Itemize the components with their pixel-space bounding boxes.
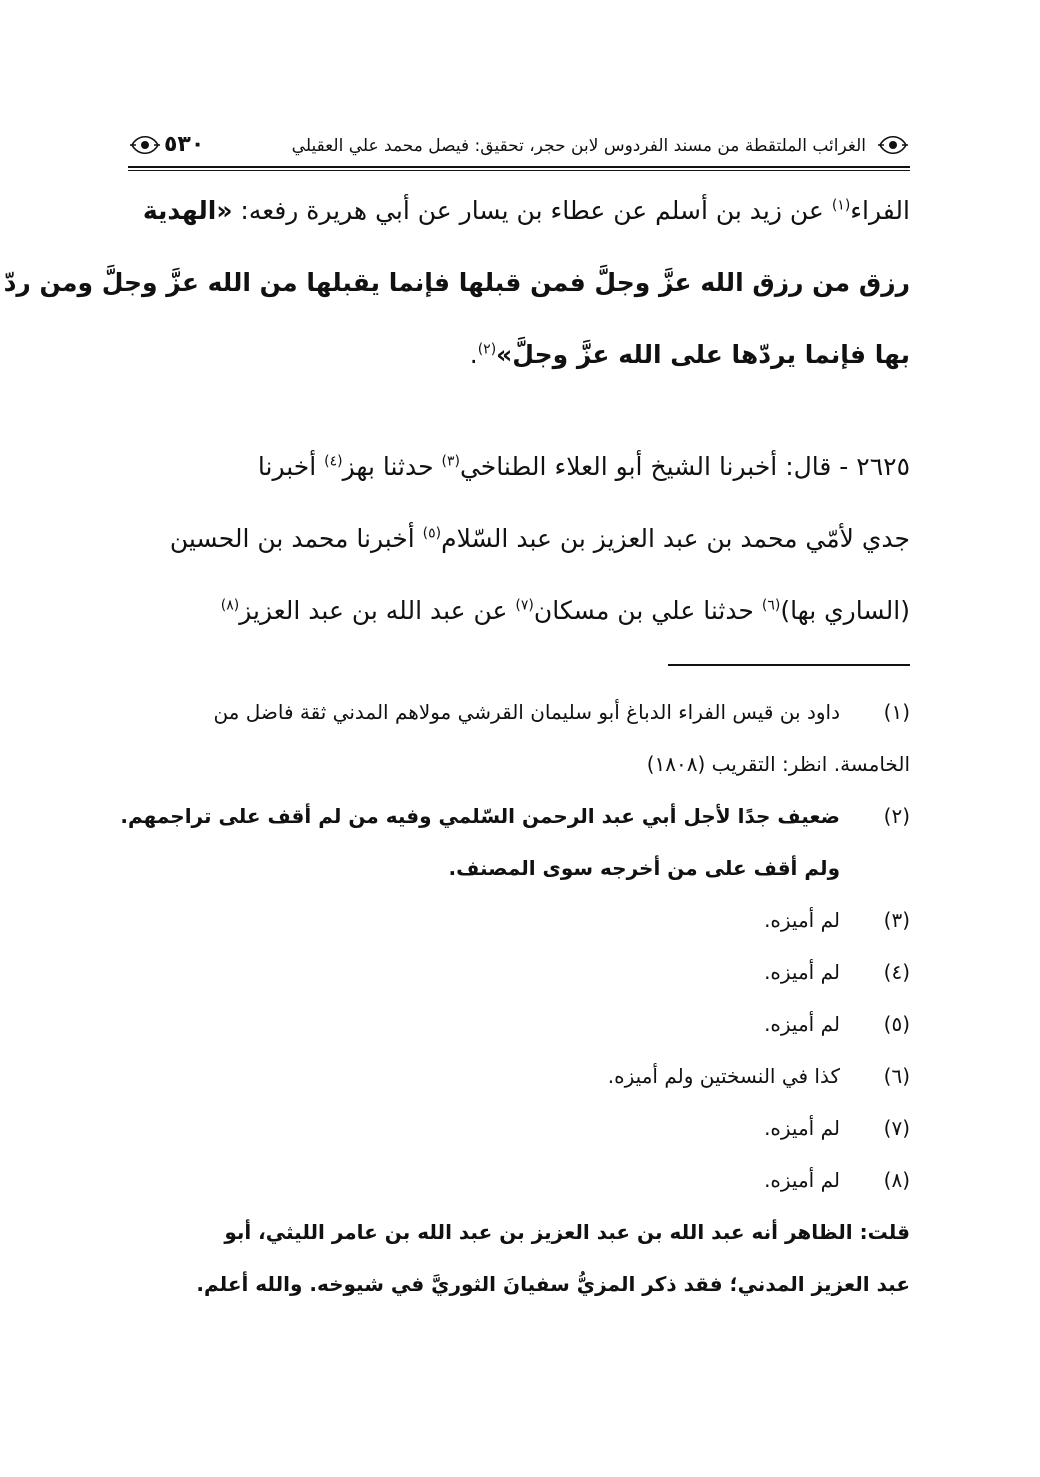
text-run-bold: بها فإنما يردّها على الله عزَّ وجلَّ»	[496, 340, 910, 369]
text-line	[128, 431, 910, 503]
footnote-item	[128, 894, 910, 946]
paragraph-isnad	[128, 431, 910, 647]
footnote-text: لم أميزه.	[764, 960, 840, 984]
footnote-ref: (٧)	[515, 597, 534, 614]
footnote-text: لم أميزه.	[764, 1116, 840, 1140]
footnote-number: (٢)	[883, 804, 910, 828]
footnote-text: لم أميزه.	[764, 1168, 840, 1192]
ornament-icon	[876, 130, 910, 160]
footnote-item	[128, 686, 910, 790]
text-run: حدثنا علي بن مسكان	[533, 596, 762, 625]
footnote-ref: (٦)	[761, 597, 781, 614]
text-run: أخبرنا محمد بن الحسين	[169, 524, 423, 553]
footnote-text: لم أميزه.	[764, 908, 840, 932]
paragraph-hadith	[3, 175, 910, 391]
text-run: ٢٦٢٥ - قال: أخبرنا الشيخ أبو العلاء الطناخي	[459, 452, 910, 481]
footnote-ref: (٢)	[477, 341, 497, 358]
text-run: حدثنا بهز	[342, 452, 442, 481]
footnote-number: (٨)	[883, 1168, 910, 1192]
editor-note	[128, 1206, 910, 1310]
footnote-ref: (٤)	[324, 453, 343, 470]
footnotes	[120, 686, 910, 1310]
footnote-text: داود بن قيس الفراء الدباغ أبو سليمان القرشي مولاهم المدني ثقة فاضل من	[213, 700, 840, 724]
text-line	[128, 319, 910, 391]
ornament-icon	[128, 130, 162, 160]
footnote-ref: (١)	[831, 197, 851, 214]
text-run: أخبرنا	[257, 452, 325, 481]
text-line	[128, 175, 910, 247]
footnote-item	[128, 946, 910, 998]
footnote-number: (١)	[883, 700, 910, 724]
footnote-item	[128, 1102, 910, 1154]
footnote-separator	[668, 664, 910, 666]
text-run: الفراء	[850, 196, 910, 225]
footnote-ref: (٨)	[220, 597, 240, 614]
header-rule	[128, 166, 910, 168]
footnote-item	[120, 790, 910, 894]
text-line	[128, 503, 910, 575]
editor-note-line: عبد العزيز المدني؛ فقد ذكر المزيُّ سفيانَ الثوريَّ في شيوخه. والله أعلم.	[196, 1272, 910, 1296]
footnote-item	[128, 1154, 910, 1206]
footnote-item	[128, 998, 910, 1050]
running-title: الغرائب الملتقطة من مسند الفردوس لابن حجر، تحقيق: فيصل محمد علي العقيلي	[291, 136, 866, 156]
footnote-text: الخامسة. انظر: التقريب (١٨٠٨)	[646, 752, 910, 776]
text-run: جدي لأمّي محمد بن عبد العزيز بن عبد السّلام	[441, 524, 910, 553]
text-run: (الساري بها)	[780, 596, 910, 625]
header-rule-thin	[128, 170, 910, 171]
footnote-number: (٣)	[883, 908, 910, 932]
footnote-item	[128, 1050, 910, 1102]
footnote-number: (٤)	[883, 960, 910, 984]
text-line	[128, 575, 910, 647]
footnote-number: (٦)	[883, 1064, 910, 1088]
text-run: عن عبد الله بن عبد العزيز	[239, 596, 516, 625]
text-line: رزق من رزق الله عزَّ وجلَّ فمن قبلها فإنما يقبلها من الله عزَّ وجلَّ ومن ردّ	[3, 268, 910, 297]
text-run: عن زيد بن أسلم عن عطاء بن يسار عن أبي هريرة رفعه:	[232, 196, 832, 225]
footnote-text: ضعيف جدًا لأجل أبي عبد الرحمن السّلمي وفيه من لم أقف على تراجمهم.	[120, 804, 840, 828]
editor-note-line: قلت: الظاهر أنه عبد الله بن عبد العزيز بن عبد الله بن عامر الليثي، أبو	[224, 1220, 910, 1244]
running-header	[128, 126, 910, 168]
footnote-text: كذا في النسختين ولم أميزه.	[607, 1064, 840, 1088]
footnote-ref: (٥)	[422, 525, 442, 542]
footnote-text: لم أميزه.	[764, 1012, 840, 1036]
page-number: ٥٣٠	[164, 132, 205, 157]
footnote-number: (٥)	[883, 1012, 910, 1036]
footnote-number: (٧)	[883, 1116, 910, 1140]
footnote-ref: (٣)	[441, 453, 460, 470]
footnote-text: ولم أقف على من أخرجه سوى المصنف.	[448, 856, 840, 880]
text-run: .	[469, 340, 478, 369]
text-run-bold: «الهدية	[142, 196, 233, 225]
